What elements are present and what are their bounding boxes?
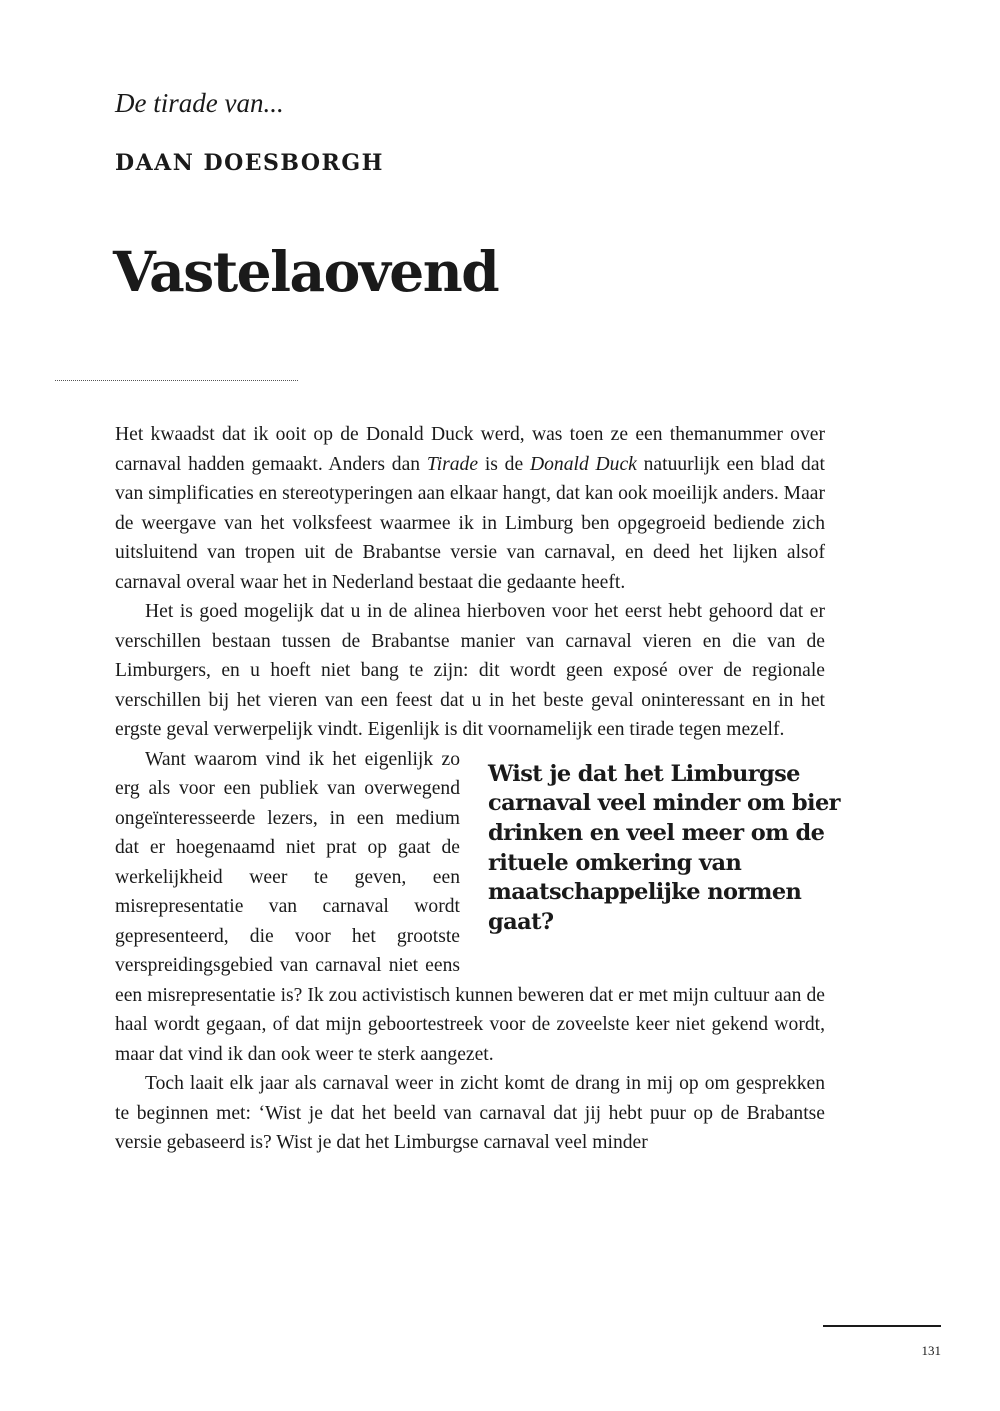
article-body xyxy=(115,420,840,1158)
kicker: De tirade van... xyxy=(115,88,284,118)
page-number: 131 xyxy=(921,1343,941,1358)
paragraph-1 xyxy=(115,420,825,597)
text-span: Want waarom vind ik het eigenlijk zo erg als voor een publiek van overwegend ongeïnteresseerde lezers, in een medium dat er hoegenaamd niet prat op gaat de werkelijkheid weer te geven, een misrepresentatie van carnaval wordt gepresenteerd, die voor het grootste verspreidingsgebied van carnaval niet eens een misrepresentatie is? Ik zou activistisch kunnen beweren dat er met mijn cultuur aan de haal wordt gegaan, of dat mijn geboortestreek voor de zoveelste keer niet gekend wordt, maar dat vind ik dan ook weer te sterk aangezet. xyxy=(115,748,825,1065)
text-span: natuurlijk een blad dat van simplificaties en stereotyperingen aan elkaar hangt, dat kan ook moeilijk anders. Maar de weergave van het volksfeest waarmee ik in Limburg ben opgegroeid bediende zich uitsluitend van tropen uit de Brabantse versie van carnaval, en deed het lijken alsof carnaval overal waar het in Nederland bestaat die gedaante heeft. xyxy=(115,453,825,593)
text-span: is de xyxy=(478,453,530,475)
author-name: DAAN DOESBORGH xyxy=(115,150,384,176)
italic-title-donald-duck: Donald Duck xyxy=(529,453,637,475)
paragraph-3 xyxy=(115,745,840,1070)
dotted-divider xyxy=(55,380,298,381)
text-span: Het kwaadst dat ik ooit op de Donald Duck werd, was toen ze een themanummer over carnaval hadden gemaakt. Anders dan xyxy=(115,424,825,475)
paragraph-2: Het is goed mogelijk dat u in de alinea hierboven voor het eerst hebt gehoord dat er verschillen bestaan tussen de Brabantse manier van carnaval vieren en die van de Limburgers, en u hoeft niet bang te zijn: dit wordt geen exposé over de regionale verschillen bij het vieren van een feest dat u in het beste geval oninteressant en in het ergste geval verwerpelijk vindt. Eigenlijk is dit voornamelijk een tirade tegen mezelf. xyxy=(115,601,825,740)
pull-quote: Wist je dat het Limburgse carnaval veel minder om bier drinken en veel meer om de rituele omkering van maatschappelijke normen gaat? xyxy=(488,760,840,936)
article-title: Vastelaovend xyxy=(113,239,499,304)
footer-rule xyxy=(823,1325,941,1327)
paragraph-4: Toch laait elk jaar als carnaval weer in zicht komt de drang in mij op om gesprekken te beginnen met: ‘Wist je dat het beeld van carnaval dat jij hebt puur op de Brabantse versie gebaseerd is? Wist je dat het Limburgse carnaval veel minder xyxy=(115,1073,825,1153)
italic-title-tirade: Tirade xyxy=(426,453,479,475)
